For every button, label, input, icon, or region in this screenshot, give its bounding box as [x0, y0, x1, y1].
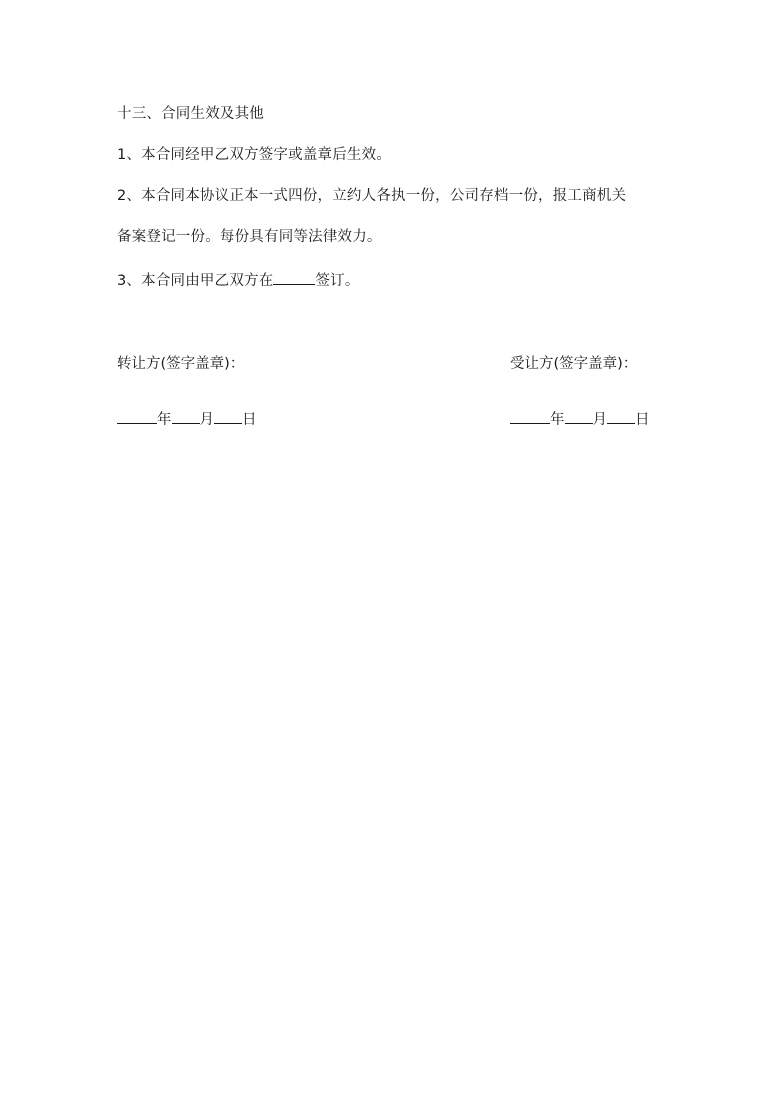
- transferee-date: [510, 407, 650, 430]
- transferee-day-blank[interactable]: [607, 407, 635, 424]
- section-title: 十三、合同生效及其他: [117, 106, 264, 122]
- transferee-year-blank[interactable]: [510, 407, 550, 424]
- transferor-signature-label: 转让方(签字盖章)：: [117, 356, 245, 372]
- transferor-day-label: 日: [242, 412, 257, 428]
- transferor-year-label: 年: [157, 412, 172, 428]
- signing-place-blank[interactable]: [273, 268, 315, 285]
- transferor-day-blank[interactable]: [214, 407, 242, 424]
- clause-3: [117, 268, 360, 291]
- transferee-year-label: 年: [550, 412, 565, 428]
- clause-1: 1、本合同经甲乙双方签字或盖章后生效。: [117, 147, 392, 163]
- transferee-month-label: 月: [592, 412, 607, 428]
- transferor-month-label: 月: [199, 412, 214, 428]
- transferor-year-blank[interactable]: [117, 407, 157, 424]
- clause-3-suffix: 签订。: [315, 273, 360, 289]
- transferee-signature-label: 受让方(签字盖章)：: [510, 356, 638, 372]
- transferee-month-blank[interactable]: [565, 407, 593, 424]
- clause-3-prefix: 3、本合同由甲乙双方在: [117, 273, 274, 289]
- transferor-month-blank[interactable]: [172, 407, 200, 424]
- clause-2-line-2: 备案登记一份。每份具有同等法律效力。: [117, 229, 382, 245]
- transferee-day-label: 日: [635, 412, 650, 428]
- transferor-date: [117, 407, 257, 430]
- clause-2-line-1: 2、本合同本协议正本一式四份，立约人各执一份，公司存档一份，报工商机关: [117, 188, 627, 204]
